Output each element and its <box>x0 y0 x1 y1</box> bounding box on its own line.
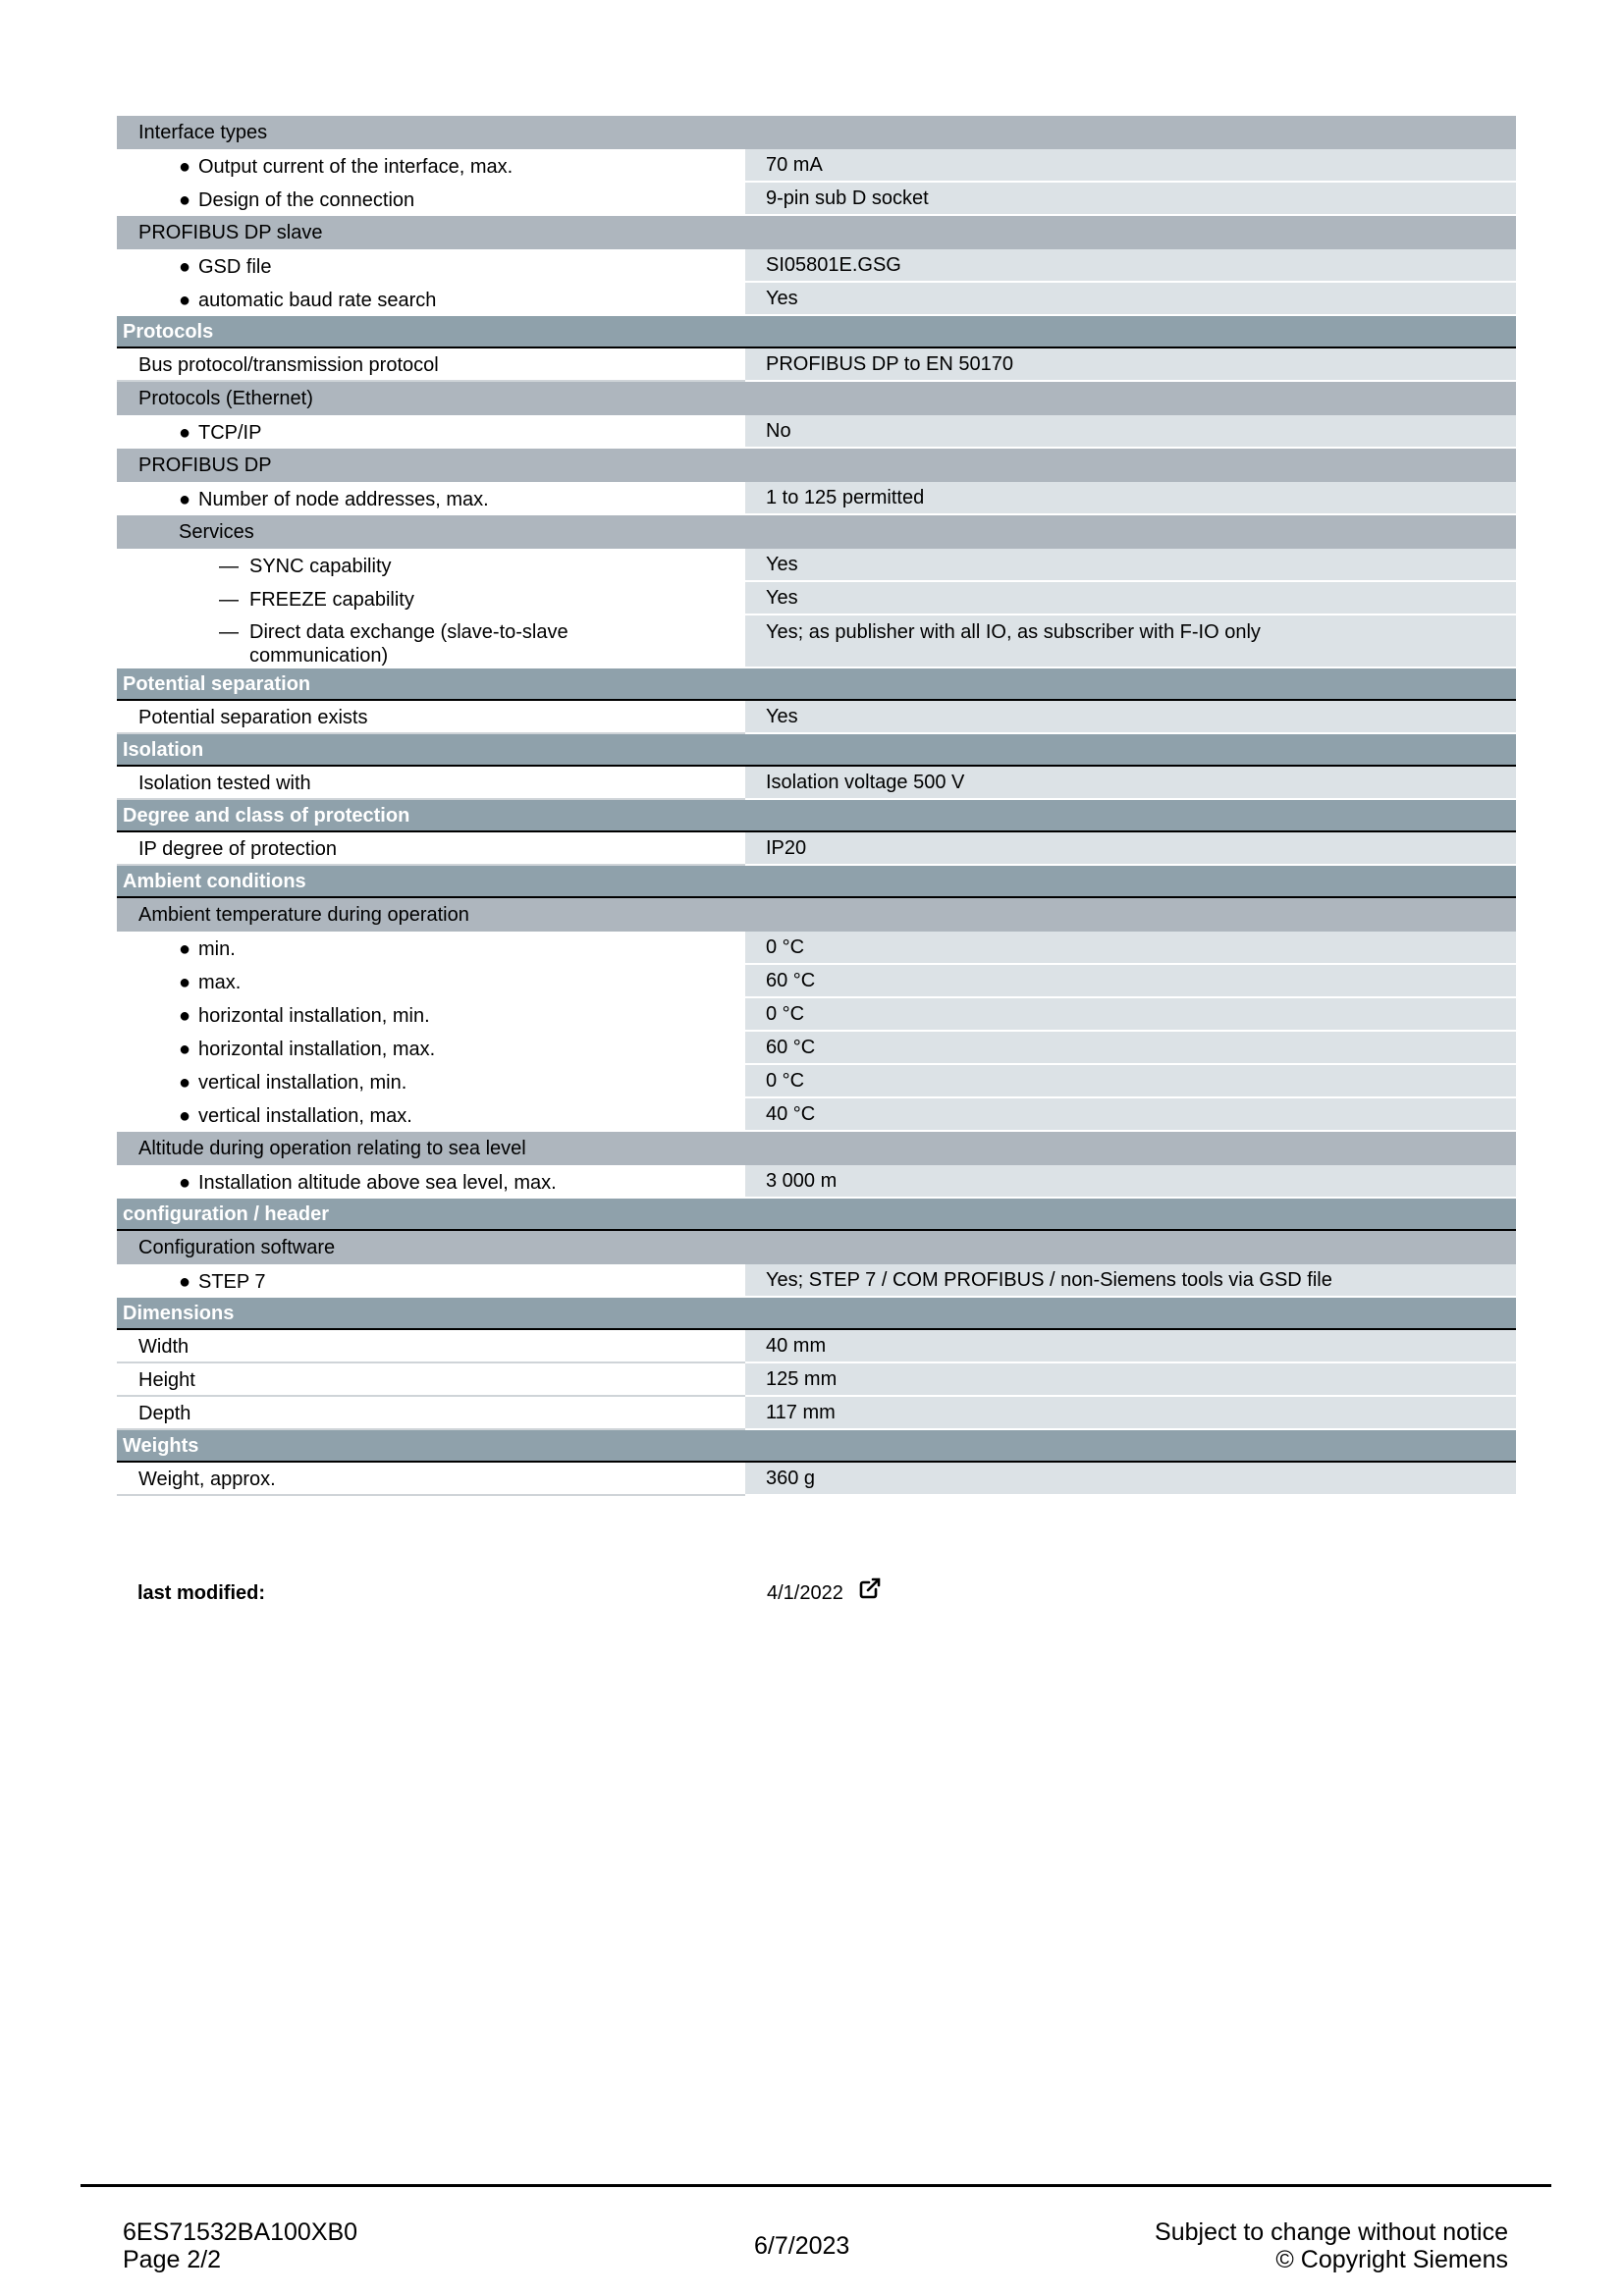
spec-value: Yes <box>745 701 1516 734</box>
section-header <box>117 1199 1516 1231</box>
spec-row <box>117 998 1516 1032</box>
spec-label: horizontal installation, max. <box>198 1038 436 1060</box>
spec-label: vertical installation, max. <box>198 1104 412 1127</box>
spec-label: horizontal installation, min. <box>198 1004 430 1027</box>
spec-row <box>117 249 1516 283</box>
spec-label: Output current of the interface, max. <box>198 155 514 178</box>
external-link-icon[interactable] <box>858 1576 882 1600</box>
section-title: Degree and class of protection <box>123 804 410 827</box>
spec-label: FREEZE capability <box>249 588 414 611</box>
spec-label: Weight, approx. <box>138 1468 276 1490</box>
spec-row <box>117 832 1516 866</box>
spec-row <box>117 415 1516 449</box>
spec-label-cell <box>117 1165 745 1199</box>
spec-value: 60 °C <box>745 965 1516 998</box>
spec-label: Width <box>138 1335 189 1358</box>
spec-row <box>117 1463 1516 1496</box>
spec-label: automatic baud rate search <box>198 289 437 311</box>
spec-row <box>117 1264 1516 1298</box>
section-title: Potential separation <box>123 672 311 695</box>
spec-value: 0 °C <box>745 932 1516 965</box>
article-number: 6ES71532BA100XB0 <box>123 2218 358 2246</box>
bullet-icon: ● <box>179 971 191 993</box>
spec-row <box>117 348 1516 382</box>
spec-value: Isolation voltage 500 V <box>745 767 1516 800</box>
spec-value: PROFIBUS DP to EN 50170 <box>745 348 1516 382</box>
spec-label: IP degree of protection <box>138 837 337 860</box>
spec-value: 0 °C <box>745 1065 1516 1098</box>
spec-label: min. <box>198 937 236 960</box>
bullet-icon: ● <box>179 1071 191 1094</box>
footer-divider <box>81 2184 1551 2187</box>
group-title: Protocols (Ethernet) <box>138 388 313 409</box>
spec-row <box>117 549 1516 582</box>
section-title: Ambient conditions <box>123 870 306 892</box>
bullet-icon: ● <box>179 289 191 311</box>
group-title: Ambient temperature during operation <box>138 904 469 926</box>
spec-label-cell <box>117 1363 745 1397</box>
spec-label-cell <box>117 348 745 382</box>
spec-value: Yes <box>745 582 1516 615</box>
spec-row <box>117 1032 1516 1065</box>
spec-label-cell <box>117 832 745 866</box>
group-header <box>117 515 1516 549</box>
spec-label: TCP/IP <box>198 421 262 444</box>
footer-right <box>1155 2218 1508 2273</box>
spec-label-cell <box>117 701 745 734</box>
copyright: © Copyright Siemens <box>1275 2246 1508 2273</box>
spec-table <box>117 116 1516 1496</box>
spec-label: Number of node addresses, max. <box>198 488 489 510</box>
spec-label-cell <box>117 767 745 800</box>
bullet-icon: ● <box>179 188 191 211</box>
spec-label: Height <box>138 1368 195 1391</box>
section-header <box>117 1298 1516 1330</box>
group-header <box>117 382 1516 415</box>
section-header <box>117 866 1516 898</box>
spec-label-cell <box>117 1330 745 1363</box>
group-header <box>117 449 1516 482</box>
spec-value: 3 000 m <box>745 1165 1516 1199</box>
group-header <box>117 1231 1516 1264</box>
bullet-icon: ● <box>179 1104 191 1127</box>
spec-value: Yes; STEP 7 / COM PROFIBUS / non-Siemens tools via GSD file <box>745 1264 1516 1298</box>
group-title: Services <box>179 521 254 543</box>
spec-label: max. <box>198 971 242 993</box>
bullet-icon: ● <box>179 1171 191 1194</box>
group-header <box>117 1132 1516 1165</box>
spec-label-cell <box>117 932 745 965</box>
spec-row <box>117 1098 1516 1132</box>
spec-value: 40 mm <box>745 1330 1516 1363</box>
last-modified-value: 4/1/2022 <box>767 1582 843 1604</box>
section-title: Weights <box>123 1434 199 1457</box>
bullet-icon: ● <box>179 1004 191 1027</box>
group-title: Altitude during operation relating to sea level <box>138 1138 526 1159</box>
spec-row <box>117 701 1516 734</box>
section-header <box>117 1430 1516 1463</box>
spec-label: GSD file <box>198 255 272 278</box>
spec-value: No <box>745 415 1516 449</box>
bullet-icon: ● <box>179 1270 191 1293</box>
spec-value: Yes; as publisher with all IO, as subscriber with F-IO only <box>745 615 1516 668</box>
spec-label-cell <box>117 615 745 668</box>
spec-value: 70 mA <box>745 149 1516 183</box>
spec-label: Direct data exchange (slave-to-slave communication) <box>249 621 568 667</box>
group-title: Configuration software <box>138 1237 336 1258</box>
bullet-icon: ● <box>179 421 191 444</box>
spec-label-cell <box>117 549 745 582</box>
spec-row <box>117 1165 1516 1199</box>
bullet-icon: ● <box>179 937 191 960</box>
spec-label: STEP 7 <box>198 1270 266 1293</box>
spec-label: Installation altitude above sea level, max. <box>198 1171 557 1194</box>
dash-icon: — <box>219 555 239 577</box>
footer-left <box>123 2218 357 2273</box>
spec-label-cell <box>117 1397 745 1430</box>
spec-row <box>117 965 1516 998</box>
page-number: Page 2/2 <box>123 2246 222 2273</box>
section-title: configuration / header <box>123 1202 330 1225</box>
spec-value: 40 °C <box>745 1098 1516 1132</box>
spec-label: Design of the connection <box>198 188 415 211</box>
spec-label: Potential separation exists <box>138 706 368 728</box>
spec-label: SYNC capability <box>249 555 392 577</box>
section-header <box>117 734 1516 767</box>
group-title: PROFIBUS DP slave <box>138 222 323 243</box>
spec-value: Yes <box>745 549 1516 582</box>
spec-label-cell <box>117 582 745 615</box>
spec-value: 9-pin sub D socket <box>745 183 1516 216</box>
bullet-icon: ● <box>179 255 191 278</box>
spec-label-cell <box>117 965 745 998</box>
section-title: Isolation <box>123 738 204 761</box>
spec-row <box>117 1363 1516 1397</box>
spec-row <box>117 582 1516 615</box>
spec-label-cell <box>117 1098 745 1132</box>
spec-row <box>117 767 1516 800</box>
section-title: Dimensions <box>123 1302 235 1324</box>
spec-label: Depth <box>138 1402 191 1424</box>
dash-icon: — <box>219 588 239 611</box>
spec-value: 125 mm <box>745 1363 1516 1397</box>
spec-value: 117 mm <box>745 1397 1516 1430</box>
spec-label-cell <box>117 249 745 283</box>
spec-label-cell <box>117 998 745 1032</box>
spec-label-cell <box>117 1463 745 1496</box>
group-title: PROFIBUS DP <box>138 454 272 476</box>
spec-row <box>117 1330 1516 1363</box>
spec-label-cell <box>117 1264 745 1298</box>
spec-label: vertical installation, min. <box>198 1071 407 1094</box>
spec-value: 360 g <box>745 1463 1516 1496</box>
group-title: Interface types <box>138 122 268 143</box>
spec-row <box>117 932 1516 965</box>
spec-label-cell <box>117 149 745 183</box>
change-notice: Subject to change without notice <box>1155 2218 1508 2246</box>
spec-value: 60 °C <box>745 1032 1516 1065</box>
section-header <box>117 668 1516 701</box>
bullet-icon: ● <box>179 488 191 510</box>
spec-row <box>117 183 1516 216</box>
bullet-icon: ● <box>179 155 191 178</box>
spec-row <box>117 615 1516 668</box>
spec-row <box>117 1397 1516 1430</box>
group-header <box>117 898 1516 932</box>
spec-label-cell <box>117 283 745 316</box>
spec-label: Isolation tested with <box>138 772 311 794</box>
section-header <box>117 316 1516 348</box>
group-header <box>117 116 1516 149</box>
spec-row <box>117 482 1516 515</box>
spec-label-cell <box>117 1065 745 1098</box>
spec-value: Yes <box>745 283 1516 316</box>
bullet-icon: ● <box>179 1038 191 1060</box>
spec-label-cell <box>117 482 745 515</box>
spec-value: 0 °C <box>745 998 1516 1032</box>
spec-label-cell <box>117 415 745 449</box>
spec-label-cell <box>117 1032 745 1065</box>
section-title: Protocols <box>123 320 214 343</box>
spec-row <box>117 1065 1516 1098</box>
group-header <box>117 216 1516 249</box>
spec-row <box>117 149 1516 183</box>
dash-icon: — <box>219 621 239 643</box>
spec-label-cell <box>117 183 745 216</box>
spec-value: SI05801E.GSG <box>745 249 1516 283</box>
spec-value: 1 to 125 permitted <box>745 482 1516 515</box>
spec-value: IP20 <box>745 832 1516 866</box>
section-header <box>117 800 1516 832</box>
last-modified-label: last modified: <box>137 1582 266 1604</box>
spec-row <box>117 283 1516 316</box>
footer-date: 6/7/2023 <box>754 2232 850 2260</box>
spec-label: Bus protocol/transmission protocol <box>138 353 439 376</box>
